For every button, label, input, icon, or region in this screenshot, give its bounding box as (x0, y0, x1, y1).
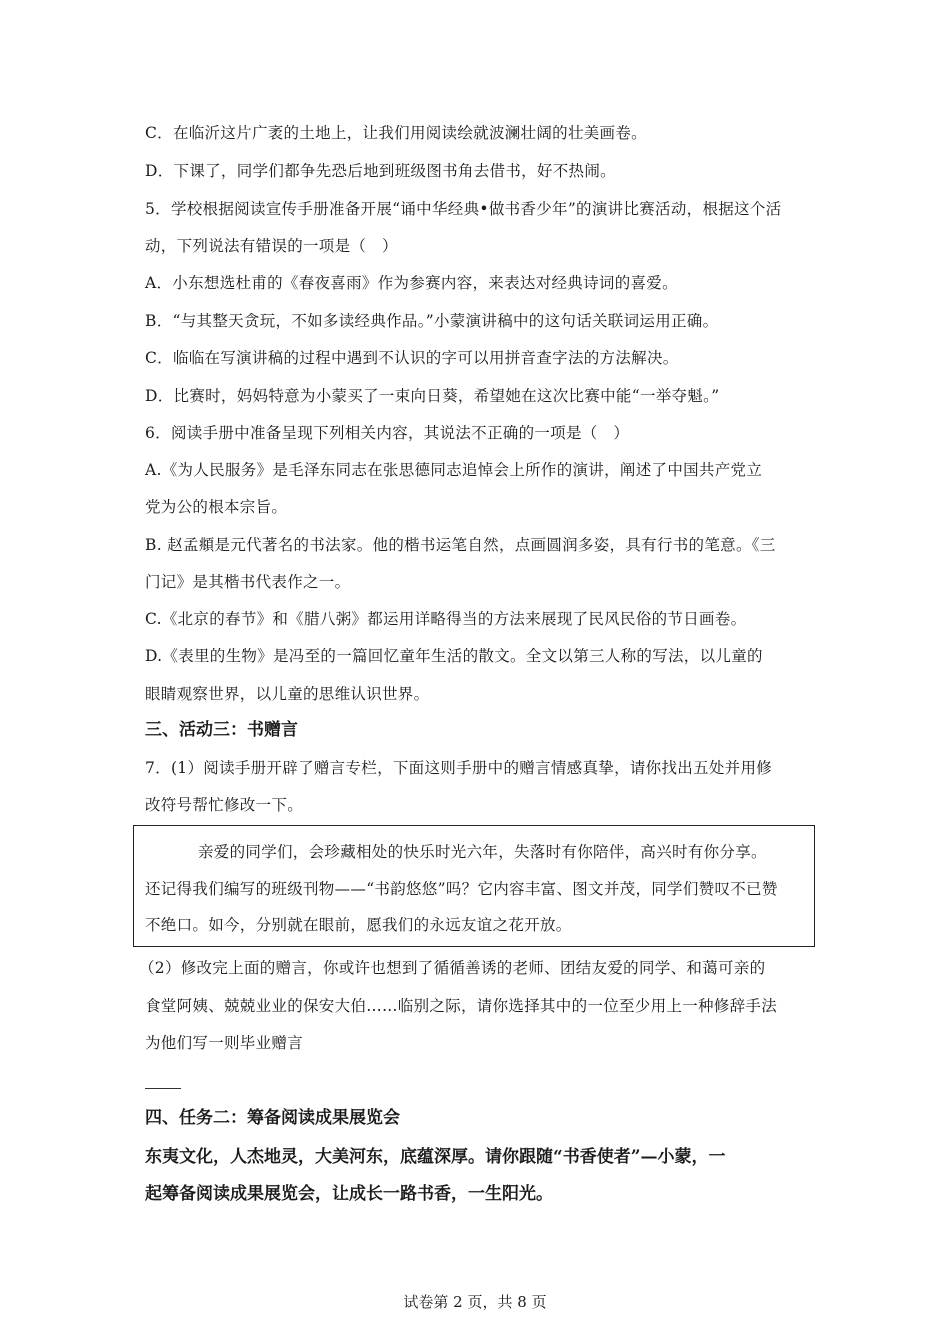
q6-option-a-line1: A.《为人民服务》是毛泽东同志在张思德同志追悼会上所作的演讲，阐述了中国共产党立 (145, 461, 763, 479)
q6-option-d-line2: 眼睛观察世界，以儿童的思维认识世界。 (145, 685, 430, 703)
q6-option-b-line1: B. 赵孟頫是元代著名的书法家。他的楷书运笔自然，点画圆润多姿，具有行书的笔意。《三 (145, 536, 776, 554)
section-four-heading: 四、任务二：筹备阅读成果展览会 (145, 1108, 400, 1128)
message-line1: 亲爱的同学们，会珍藏相处的快乐时光六年，失落时有你陪伴，高兴时有你分享。 (198, 843, 767, 861)
message-line2: 还记得我们编写的班级刊物——“书韵悠悠”吗？它内容丰富、图文并茂，同学们赞叹不已赞 (145, 880, 778, 898)
message-box (133, 825, 815, 947)
q6-option-c: C.《北京的春节》和《腊八粥》都运用详略得当的方法来展现了民风民俗的节日画卷。 (145, 610, 747, 628)
page-footer: 试卷第 2 页，共 8 页 (403, 1293, 547, 1311)
q4-option-c: C．在临沂这片广袤的土地上，让我们用阅读绘就波澜壮阔的壮美画卷。 (145, 124, 647, 142)
message-line3: 不绝口。如今，分别就在眼前，愿我们的永远友谊之花开放。 (145, 916, 572, 934)
q5-stem-line2: 动，下列说法有错误的一项是（ ） (145, 237, 398, 255)
q5-option-a: A．小东想选杜甫的《春夜喜雨》作为参赛内容，来表达对经典诗词的喜爱。 (145, 274, 678, 292)
answer-blank-line (145, 1088, 181, 1089)
task-intro-line1: 东夷文化，人杰地灵，大美河东，底蕴深厚。请你跟随“书香使者”—小蒙，一 (145, 1147, 726, 1167)
q4-option-d: D．下课了，同学们都争先恐后地到班级图书角去借书，好不热闹。 (145, 162, 616, 180)
q6-option-a-line2: 党为公的根本宗旨。 (145, 498, 288, 516)
section-three-heading: 三、活动三：书赠言 (145, 720, 298, 740)
q7-part2-line1: （2）修改完上面的赠言，你或许也想到了循循善诱的老师、团结友爱的同学、和蔼可亲的 (139, 959, 766, 977)
task-intro-line2: 起筹备阅读成果展览会，让成长一路书香，一生阳光。 (145, 1184, 553, 1204)
q5-option-c: C．临临在写演讲稿的过程中遇到不认识的字可以用拼音查字法的方法解决。 (145, 349, 679, 367)
q7-part2-line3: 为他们写一则毕业赠言 (145, 1034, 304, 1052)
q7-part2-line2: 食堂阿姨、兢兢业业的保安大伯……临别之际，请你选择其中的一位至少用上一种修辞手法 (145, 997, 778, 1015)
q7-part1-line1: 7．(1）阅读手册开辟了赠言专栏，下面这则手册中的赠言情感真挚，请你找出五处并用修 (145, 759, 773, 777)
q6-stem: 6．阅读手册中准备呈现下列相关内容，其说法不正确的一项是（ ） (145, 424, 630, 442)
q5-option-b: B．“与其整天贪玩，不如多读经典作品。”小蒙演讲稿中的这句话关联词运用正确。 (145, 312, 719, 330)
q7-part1-line2: 改符号帮忙修改一下。 (145, 796, 304, 814)
q5-stem-line1: 5．学校根据阅读宣传手册准备开展“诵中华经典•做书香少年”的演讲比赛活动，根据这个活 (145, 200, 782, 218)
q5-option-d: D．比赛时，妈妈特意为小蒙买了一束向日葵，希望她在这次比赛中能“一举夺魁。” (145, 387, 720, 405)
q6-option-b-line2: 门记》是其楷书代表作之一。 (145, 573, 351, 591)
q6-option-d-line1: D.《表里的生物》是冯至的一篇回忆童年生活的散文。全文以第三人称的写法，以儿童的 (145, 647, 763, 665)
